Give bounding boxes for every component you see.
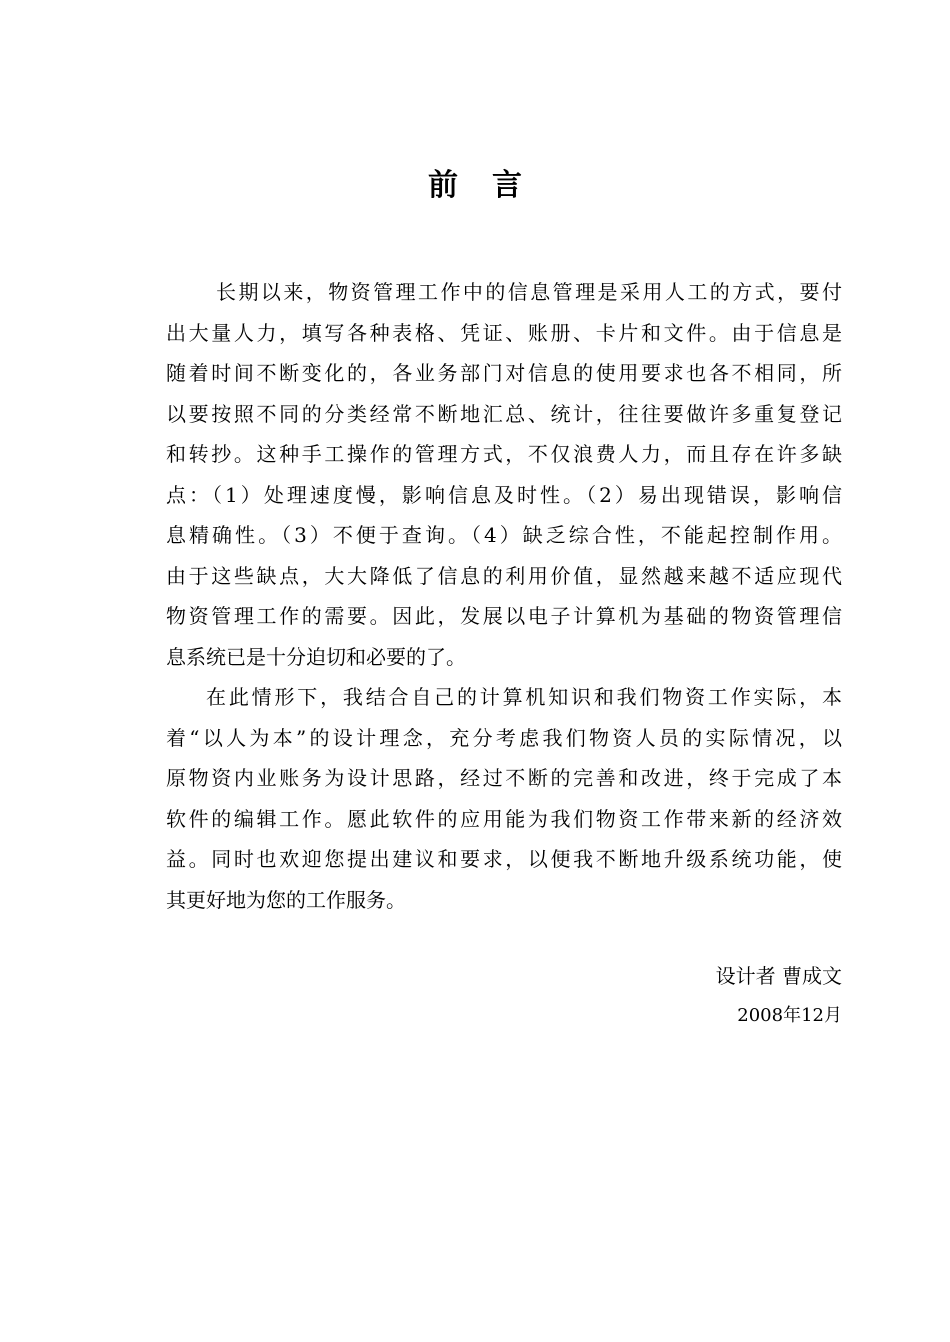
paragraph-line: 随着时间不断变化的，各业务部门对信息的使用要求也各不相同，所 (166, 361, 842, 385)
date: 2008年12月 (737, 1005, 842, 1026)
paragraph-line: 息精确性。（3）不便于查询。（4）缺乏综合性，不能起控制作用。 (166, 523, 842, 547)
paragraph-line: 原物资内业账务为设计思路，经过不断的完善和改进，终于完成了本 (166, 766, 842, 790)
paragraph-line: 物资管理工作的需要。因此，发展以电子计算机为基础的物资管理信 (166, 604, 842, 628)
paragraph-line: 点：（1）处理速度慢，影响信息及时性。（2）易出现错误，影响信 (166, 482, 842, 507)
paragraph-1 (166, 272, 842, 677)
paragraph-line: 由于这些缺点，大大降低了信息的利用价值，显然越来越不适应现代 (166, 563, 842, 588)
paragraph-2 (166, 677, 842, 920)
paragraph-line: 以要按照不同的分类经常不断地汇总、统计，往往要做许多重复登记 (166, 401, 842, 426)
title-char-2: 言 (492, 168, 522, 203)
paragraph-line: 软件的编辑工作。愿此软件的应用能为我们物资工作带来新的经济效 (166, 806, 842, 831)
page-title (0, 166, 950, 206)
paragraph-line: 益。同时也欢迎您提出建议和要求，以便我不断地升级系统功能，使 (166, 847, 842, 871)
paragraph-line: 其更好地为您的工作服务。 (166, 887, 406, 912)
body-text (166, 272, 842, 920)
signature: 设计者 曹成文 (715, 964, 842, 988)
paragraph-line: 息系统已是十分迫切和必要的了。 (166, 644, 466, 669)
paragraph-line: 在此情形下，我结合自己的计算机知识和我们物资工作实际，本 (206, 685, 842, 709)
paragraph-line: 出大量人力，填写各种表格、凭证、账册、卡片和文件。由于信息是 (166, 320, 842, 345)
paragraph-line: 着“以人为本”的设计理念，充分考虑我们物资人员的实际情况，以 (166, 725, 842, 750)
paragraph-line: 长期以来，物资管理工作中的信息管理是采用人工的方式，要付 (216, 280, 842, 304)
paragraph-line: 和转抄。这种手工操作的管理方式，不仅浪费人力，而且存在许多缺 (166, 442, 842, 466)
title-char-1: 前 (428, 168, 458, 203)
